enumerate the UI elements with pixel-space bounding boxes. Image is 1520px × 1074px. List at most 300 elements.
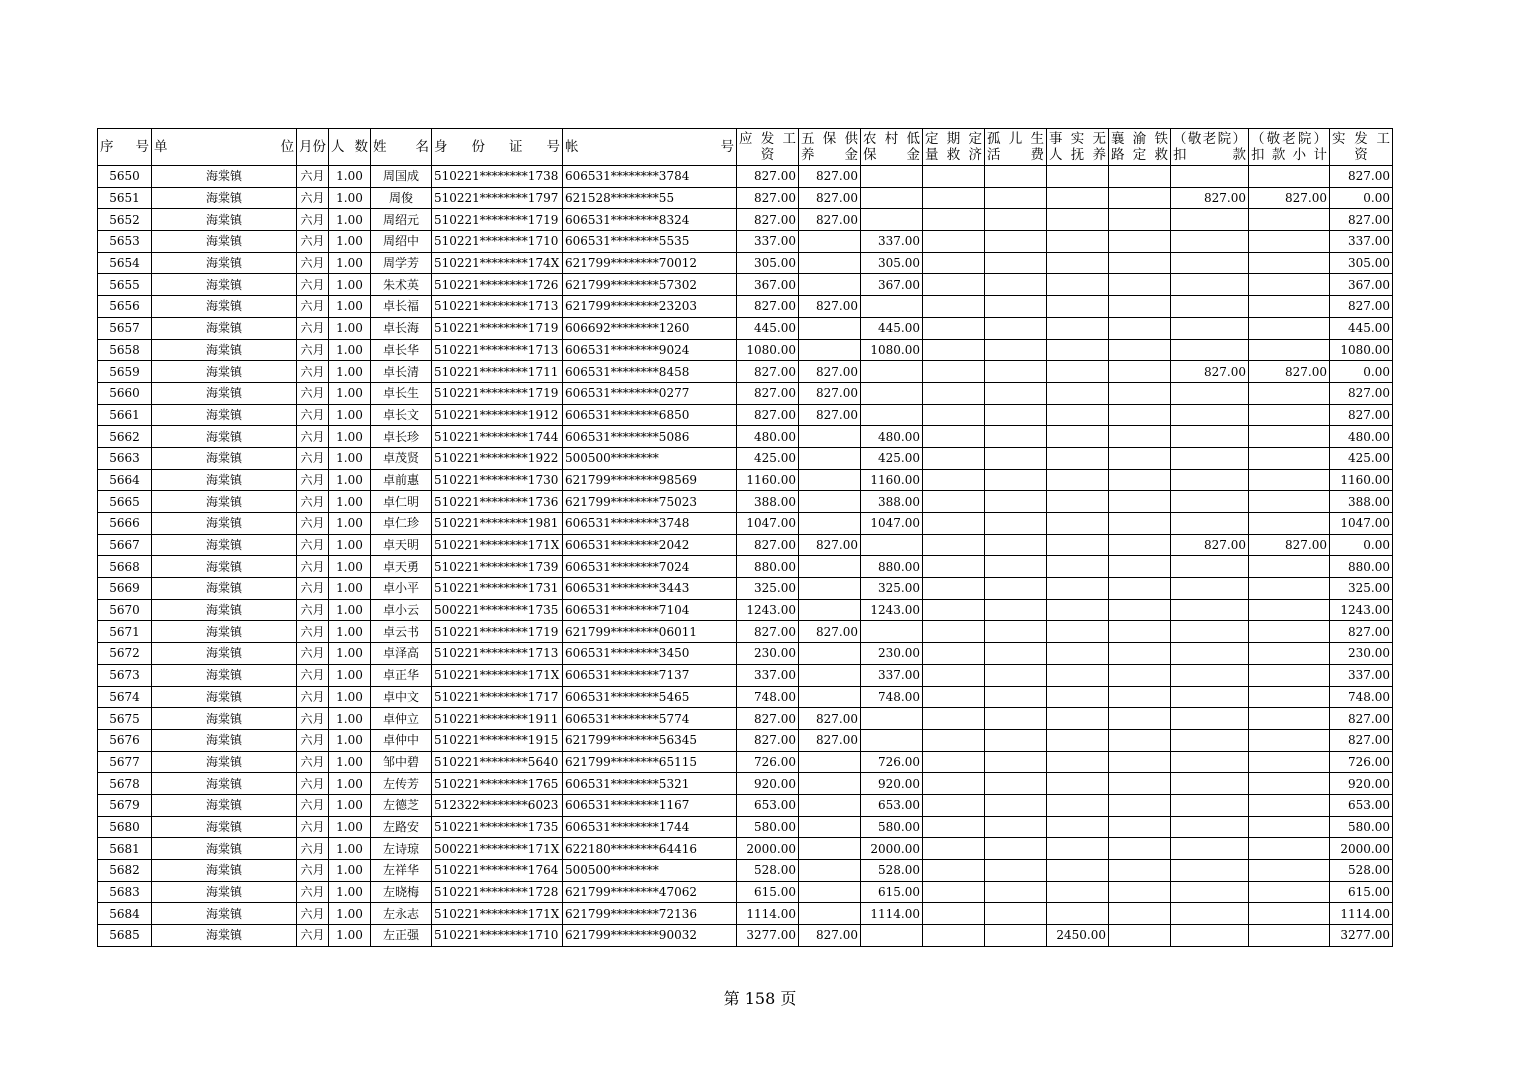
- header-id-number: [432, 129, 563, 166]
- cell-nursing-home-deduction: [1171, 447, 1249, 469]
- cell-xiangyu-railway: [1109, 231, 1171, 253]
- cell-account: 621799********98569: [563, 469, 737, 491]
- cell-name: 卓仲中: [371, 729, 432, 751]
- cell-id-number: 510221********1912: [432, 404, 563, 426]
- cell-account: 606531********3748: [563, 513, 737, 535]
- cell-account: 606531********6850: [563, 404, 737, 426]
- table-row: [98, 794, 1393, 816]
- cell-gross-pay: 580.00: [737, 816, 799, 838]
- cell-unit: 海棠镇: [152, 187, 297, 209]
- cell-rural-subsistence: [861, 382, 923, 404]
- cell-net-pay: 3277.00: [1330, 925, 1393, 947]
- cell-account: 606531********1167: [563, 794, 737, 816]
- cell-month: 六月: [297, 166, 329, 188]
- cell-month: 六月: [297, 513, 329, 535]
- cell-five-guarantee: 827.00: [799, 404, 861, 426]
- cell-five-guarantee: [799, 426, 861, 448]
- table-row: [98, 816, 1393, 838]
- cell-id-number: 510221********1735: [432, 816, 563, 838]
- cell-id-number: 510221********1713: [432, 643, 563, 665]
- cell-seq: 5658: [98, 339, 152, 361]
- cell-five-guarantee: [799, 903, 861, 925]
- cell-month: 六月: [297, 361, 329, 383]
- cell-account: 606531********5086: [563, 426, 737, 448]
- cell-account: 606531********1744: [563, 816, 737, 838]
- cell-name: 左晓梅: [371, 881, 432, 903]
- cell-id-number: 510221********1717: [432, 686, 563, 708]
- payment-table: [97, 128, 1393, 947]
- header-label: 扣 款: [1173, 147, 1246, 163]
- cell-gross-pay: 827.00: [737, 361, 799, 383]
- cell-orphan-living: [985, 664, 1047, 686]
- cell-id-number: 510221********174X: [432, 252, 563, 274]
- cell-rural-subsistence: 1243.00: [861, 599, 923, 621]
- cell-rural-subsistence: [861, 361, 923, 383]
- cell-de-facto-orphan: [1047, 903, 1109, 925]
- header-label: （敬老院）: [1173, 131, 1246, 147]
- table-row: [98, 361, 1393, 383]
- cell-xiangyu-railway: [1109, 556, 1171, 578]
- cell-nursing-home-deduction-subtotal: [1249, 166, 1330, 188]
- cell-id-number: 510221********1730: [432, 469, 563, 491]
- cell-id-number: 510221********1710: [432, 925, 563, 947]
- cell-de-facto-orphan: [1047, 751, 1109, 773]
- cell-name: 周绍元: [371, 209, 432, 231]
- cell-rural-subsistence: [861, 534, 923, 556]
- cell-rural-subsistence: 480.00: [861, 426, 923, 448]
- cell-seq: 5654: [98, 252, 152, 274]
- cell-count: 1.00: [329, 903, 371, 925]
- cell-net-pay: 827.00: [1330, 382, 1393, 404]
- cell-seq: 5669: [98, 578, 152, 600]
- cell-id-number: 510221********1710: [432, 231, 563, 253]
- cell-nursing-home-deduction: [1171, 838, 1249, 860]
- cell-seq: 5668: [98, 556, 152, 578]
- header-label: 资: [1354, 147, 1368, 163]
- cell-de-facto-orphan: [1047, 599, 1109, 621]
- cell-nursing-home-deduction: [1171, 621, 1249, 643]
- cell-gross-pay: 827.00: [737, 382, 799, 404]
- cell-nursing-home-deduction-subtotal: [1249, 643, 1330, 665]
- cell-name: 卓小云: [371, 599, 432, 621]
- cell-orphan-living: [985, 686, 1047, 708]
- cell-orphan-living: [985, 274, 1047, 296]
- cell-fixed-relief: [923, 860, 985, 882]
- cell-month: 六月: [297, 773, 329, 795]
- cell-orphan-living: [985, 838, 1047, 860]
- cell-nursing-home-deduction: [1171, 296, 1249, 318]
- cell-de-facto-orphan: [1047, 513, 1109, 535]
- cell-orphan-living: [985, 621, 1047, 643]
- cell-count: 1.00: [329, 231, 371, 253]
- cell-orphan-living: [985, 361, 1047, 383]
- cell-month: 六月: [297, 209, 329, 231]
- table-body: [98, 166, 1393, 947]
- cell-five-guarantee: [799, 643, 861, 665]
- cell-unit: 海棠镇: [152, 426, 297, 448]
- cell-month: 六月: [297, 729, 329, 751]
- cell-net-pay: 425.00: [1330, 447, 1393, 469]
- cell-name: 卓泽高: [371, 643, 432, 665]
- cell-id-number: 510221********1731: [432, 578, 563, 600]
- cell-net-pay: 305.00: [1330, 252, 1393, 274]
- cell-nursing-home-deduction: [1171, 599, 1249, 621]
- cell-seq: 5671: [98, 621, 152, 643]
- cell-id-number: 510221********1915: [432, 729, 563, 751]
- cell-account: 606531********3784: [563, 166, 737, 188]
- cell-rural-subsistence: 1114.00: [861, 903, 923, 925]
- cell-rural-subsistence: [861, 209, 923, 231]
- header-label: 人 数: [331, 139, 368, 155]
- cell-count: 1.00: [329, 773, 371, 795]
- cell-name: 卓小平: [371, 578, 432, 600]
- cell-fixed-relief: [923, 534, 985, 556]
- cell-xiangyu-railway: [1109, 187, 1171, 209]
- cell-count: 1.00: [329, 643, 371, 665]
- cell-id-number: 510221********1719: [432, 621, 563, 643]
- table-row: [98, 469, 1393, 491]
- cell-seq: 5651: [98, 187, 152, 209]
- header-label: 活 费: [987, 147, 1044, 163]
- cell-seq: 5660: [98, 382, 152, 404]
- cell-unit: 海棠镇: [152, 209, 297, 231]
- cell-account: 606531********9024: [563, 339, 737, 361]
- cell-name: 左诗琼: [371, 838, 432, 860]
- cell-xiangyu-railway: [1109, 708, 1171, 730]
- cell-orphan-living: [985, 816, 1047, 838]
- cell-count: 1.00: [329, 469, 371, 491]
- cell-account: 606692********1260: [563, 317, 737, 339]
- cell-id-number: 510221********1713: [432, 339, 563, 361]
- cell-nursing-home-deduction: [1171, 469, 1249, 491]
- cell-rural-subsistence: 1160.00: [861, 469, 923, 491]
- cell-fixed-relief: [923, 816, 985, 838]
- cell-net-pay: 615.00: [1330, 881, 1393, 903]
- cell-unit: 海棠镇: [152, 729, 297, 751]
- cell-account: 606531********7104: [563, 599, 737, 621]
- cell-de-facto-orphan: [1047, 664, 1109, 686]
- cell-nursing-home-deduction-subtotal: [1249, 404, 1330, 426]
- cell-de-facto-orphan: [1047, 838, 1109, 860]
- cell-orphan-living: [985, 534, 1047, 556]
- table-row: [98, 773, 1393, 795]
- cell-fixed-relief: [923, 252, 985, 274]
- cell-five-guarantee: 827.00: [799, 534, 861, 556]
- cell-nursing-home-deduction-subtotal: [1249, 794, 1330, 816]
- cell-fixed-relief: [923, 773, 985, 795]
- cell-gross-pay: 615.00: [737, 881, 799, 903]
- cell-fixed-relief: [923, 166, 985, 188]
- cell-fixed-relief: [923, 361, 985, 383]
- cell-xiangyu-railway: [1109, 599, 1171, 621]
- cell-month: 六月: [297, 881, 329, 903]
- cell-nursing-home-deduction-subtotal: 827.00: [1249, 361, 1330, 383]
- cell-gross-pay: 337.00: [737, 231, 799, 253]
- cell-de-facto-orphan: [1047, 578, 1109, 600]
- cell-gross-pay: 528.00: [737, 860, 799, 882]
- cell-unit: 海棠镇: [152, 686, 297, 708]
- cell-count: 1.00: [329, 187, 371, 209]
- header-label: 路 定 救: [1111, 147, 1168, 163]
- header-nursing-home-deduction: [1171, 129, 1249, 166]
- cell-seq: 5659: [98, 361, 152, 383]
- cell-net-pay: 0.00: [1330, 361, 1393, 383]
- cell-de-facto-orphan: [1047, 209, 1109, 231]
- cell-five-guarantee: [799, 556, 861, 578]
- cell-de-facto-orphan: [1047, 881, 1109, 903]
- cell-net-pay: 337.00: [1330, 231, 1393, 253]
- cell-seq: 5655: [98, 274, 152, 296]
- cell-unit: 海棠镇: [152, 534, 297, 556]
- cell-month: 六月: [297, 686, 329, 708]
- cell-count: 1.00: [329, 860, 371, 882]
- cell-net-pay: 920.00: [1330, 773, 1393, 795]
- cell-count: 1.00: [329, 534, 371, 556]
- cell-de-facto-orphan: [1047, 816, 1109, 838]
- cell-five-guarantee: 827.00: [799, 166, 861, 188]
- cell-net-pay: 827.00: [1330, 404, 1393, 426]
- cell-month: 六月: [297, 925, 329, 947]
- table-row: [98, 599, 1393, 621]
- cell-seq: 5653: [98, 231, 152, 253]
- cell-seq: 5682: [98, 860, 152, 882]
- cell-gross-pay: 305.00: [737, 252, 799, 274]
- cell-five-guarantee: 827.00: [799, 382, 861, 404]
- cell-xiangyu-railway: [1109, 773, 1171, 795]
- cell-month: 六月: [297, 339, 329, 361]
- cell-unit: 海棠镇: [152, 513, 297, 535]
- cell-rural-subsistence: 726.00: [861, 751, 923, 773]
- table-row: [98, 513, 1393, 535]
- table-row: [98, 556, 1393, 578]
- cell-id-number: 510221********1711: [432, 361, 563, 383]
- cell-unit: 海棠镇: [152, 361, 297, 383]
- cell-account: 621799********47062: [563, 881, 737, 903]
- cell-account: 622180********64416: [563, 838, 737, 860]
- cell-xiangyu-railway: [1109, 513, 1171, 535]
- header-xiangyu-railway: [1109, 129, 1171, 166]
- cell-gross-pay: 1080.00: [737, 339, 799, 361]
- cell-fixed-relief: [923, 903, 985, 925]
- cell-nursing-home-deduction-subtotal: [1249, 339, 1330, 361]
- cell-de-facto-orphan: [1047, 404, 1109, 426]
- table-row: [98, 686, 1393, 708]
- header-nursing-home-deduction-subtotal: [1249, 129, 1330, 166]
- cell-five-guarantee: [799, 881, 861, 903]
- cell-name: 左永志: [371, 903, 432, 925]
- cell-count: 1.00: [329, 296, 371, 318]
- table-row: [98, 751, 1393, 773]
- cell-account: 606531********3450: [563, 643, 737, 665]
- cell-nursing-home-deduction-subtotal: [1249, 860, 1330, 882]
- cell-five-guarantee: [799, 794, 861, 816]
- cell-gross-pay: 653.00: [737, 794, 799, 816]
- cell-account: 621799********70012: [563, 252, 737, 274]
- cell-id-number: 510221********1739: [432, 556, 563, 578]
- cell-nursing-home-deduction: [1171, 925, 1249, 947]
- cell-fixed-relief: [923, 513, 985, 535]
- cell-seq: 5663: [98, 447, 152, 469]
- cell-nursing-home-deduction: [1171, 903, 1249, 925]
- header-five-guarantee: [799, 129, 861, 166]
- cell-gross-pay: 480.00: [737, 426, 799, 448]
- cell-orphan-living: [985, 426, 1047, 448]
- cell-fixed-relief: [923, 686, 985, 708]
- cell-month: 六月: [297, 599, 329, 621]
- cell-fixed-relief: [923, 708, 985, 730]
- cell-name: 卓云书: [371, 621, 432, 643]
- cell-nursing-home-deduction-subtotal: [1249, 556, 1330, 578]
- cell-count: 1.00: [329, 556, 371, 578]
- cell-rural-subsistence: [861, 621, 923, 643]
- cell-gross-pay: 827.00: [737, 729, 799, 751]
- cell-fixed-relief: [923, 881, 985, 903]
- cell-nursing-home-deduction-subtotal: [1249, 621, 1330, 643]
- cell-orphan-living: [985, 578, 1047, 600]
- cell-xiangyu-railway: [1109, 729, 1171, 751]
- cell-rural-subsistence: 880.00: [861, 556, 923, 578]
- cell-nursing-home-deduction-subtotal: [1249, 903, 1330, 925]
- cell-rural-subsistence: 337.00: [861, 664, 923, 686]
- cell-net-pay: 1160.00: [1330, 469, 1393, 491]
- cell-account: 606531********5321: [563, 773, 737, 795]
- cell-de-facto-orphan: [1047, 274, 1109, 296]
- cell-gross-pay: 827.00: [737, 621, 799, 643]
- cell-gross-pay: 367.00: [737, 274, 799, 296]
- cell-fixed-relief: [923, 578, 985, 600]
- cell-orphan-living: [985, 187, 1047, 209]
- table-row: [98, 426, 1393, 448]
- cell-count: 1.00: [329, 382, 371, 404]
- cell-fixed-relief: [923, 469, 985, 491]
- cell-nursing-home-deduction-subtotal: [1249, 426, 1330, 448]
- cell-seq: 5667: [98, 534, 152, 556]
- cell-seq: 5684: [98, 903, 152, 925]
- cell-name: 卓中文: [371, 686, 432, 708]
- header-rural-subsistence: [861, 129, 923, 166]
- header-label: （敬老院）: [1251, 131, 1327, 147]
- cell-orphan-living: [985, 773, 1047, 795]
- cell-xiangyu-railway: [1109, 382, 1171, 404]
- cell-name: 卓仁珍: [371, 513, 432, 535]
- cell-name: 周俊: [371, 187, 432, 209]
- cell-unit: 海棠镇: [152, 838, 297, 860]
- cell-month: 六月: [297, 621, 329, 643]
- cell-nursing-home-deduction: 827.00: [1171, 534, 1249, 556]
- cell-id-number: 500221********1735: [432, 599, 563, 621]
- cell-fixed-relief: [923, 339, 985, 361]
- cell-rural-subsistence: 1047.00: [861, 513, 923, 535]
- cell-unit: 海棠镇: [152, 881, 297, 903]
- cell-xiangyu-railway: [1109, 816, 1171, 838]
- cell-id-number: 510221********1744: [432, 426, 563, 448]
- table-row: [98, 187, 1393, 209]
- cell-count: 1.00: [329, 317, 371, 339]
- cell-month: 六月: [297, 447, 329, 469]
- cell-seq: 5674: [98, 686, 152, 708]
- cell-count: 1.00: [329, 881, 371, 903]
- cell-gross-pay: 827.00: [737, 708, 799, 730]
- cell-account: 606531********8458: [563, 361, 737, 383]
- header-label: 人 抚 养: [1049, 147, 1106, 163]
- cell-unit: 海棠镇: [152, 773, 297, 795]
- cell-de-facto-orphan: [1047, 361, 1109, 383]
- cell-five-guarantee: [799, 317, 861, 339]
- cell-nursing-home-deduction: [1171, 860, 1249, 882]
- cell-account: 621528********55: [563, 187, 737, 209]
- cell-de-facto-orphan: [1047, 534, 1109, 556]
- table-row: [98, 382, 1393, 404]
- table-row: [98, 643, 1393, 665]
- cell-count: 1.00: [329, 686, 371, 708]
- cell-name: 卓长生: [371, 382, 432, 404]
- cell-de-facto-orphan: [1047, 382, 1109, 404]
- cell-account: 500500********: [563, 447, 737, 469]
- cell-unit: 海棠镇: [152, 860, 297, 882]
- cell-month: 六月: [297, 534, 329, 556]
- cell-id-number: 510221********1797: [432, 187, 563, 209]
- cell-five-guarantee: 827.00: [799, 209, 861, 231]
- cell-count: 1.00: [329, 404, 371, 426]
- cell-fixed-relief: [923, 426, 985, 448]
- cell-name: 卓仁明: [371, 491, 432, 513]
- cell-count: 1.00: [329, 209, 371, 231]
- cell-nursing-home-deduction-subtotal: 827.00: [1249, 187, 1330, 209]
- cell-month: 六月: [297, 816, 329, 838]
- header-label: 应 发 工: [739, 131, 796, 147]
- cell-net-pay: 1080.00: [1330, 339, 1393, 361]
- cell-count: 1.00: [329, 339, 371, 361]
- cell-rural-subsistence: [861, 925, 923, 947]
- cell-net-pay: 1047.00: [1330, 513, 1393, 535]
- cell-five-guarantee: [799, 816, 861, 838]
- cell-account: 621799********56345: [563, 729, 737, 751]
- cell-nursing-home-deduction: 827.00: [1171, 361, 1249, 383]
- cell-seq: 5683: [98, 881, 152, 903]
- cell-seq: 5656: [98, 296, 152, 318]
- cell-five-guarantee: 827.00: [799, 187, 861, 209]
- header-label: 序 号: [100, 139, 149, 155]
- cell-orphan-living: [985, 729, 1047, 751]
- cell-id-number: 512322********6023: [432, 794, 563, 816]
- cell-gross-pay: 1047.00: [737, 513, 799, 535]
- table-row: [98, 231, 1393, 253]
- cell-name: 左路安: [371, 816, 432, 838]
- cell-month: 六月: [297, 382, 329, 404]
- cell-xiangyu-railway: [1109, 686, 1171, 708]
- cell-orphan-living: [985, 231, 1047, 253]
- cell-xiangyu-railway: [1109, 838, 1171, 860]
- cell-rural-subsistence: 580.00: [861, 816, 923, 838]
- cell-nursing-home-deduction-subtotal: [1249, 296, 1330, 318]
- cell-xiangyu-railway: [1109, 209, 1171, 231]
- cell-nursing-home-deduction: [1171, 513, 1249, 535]
- cell-xiangyu-railway: [1109, 621, 1171, 643]
- cell-month: 六月: [297, 751, 329, 773]
- cell-de-facto-orphan: [1047, 231, 1109, 253]
- cell-nursing-home-deduction: [1171, 166, 1249, 188]
- cell-net-pay: 880.00: [1330, 556, 1393, 578]
- cell-five-guarantee: [799, 838, 861, 860]
- cell-xiangyu-railway: [1109, 925, 1171, 947]
- cell-fixed-relief: [923, 209, 985, 231]
- table-row: [98, 903, 1393, 925]
- cell-five-guarantee: [799, 513, 861, 535]
- table-row: [98, 317, 1393, 339]
- cell-de-facto-orphan: [1047, 426, 1109, 448]
- cell-fixed-relief: [923, 794, 985, 816]
- cell-de-facto-orphan: [1047, 296, 1109, 318]
